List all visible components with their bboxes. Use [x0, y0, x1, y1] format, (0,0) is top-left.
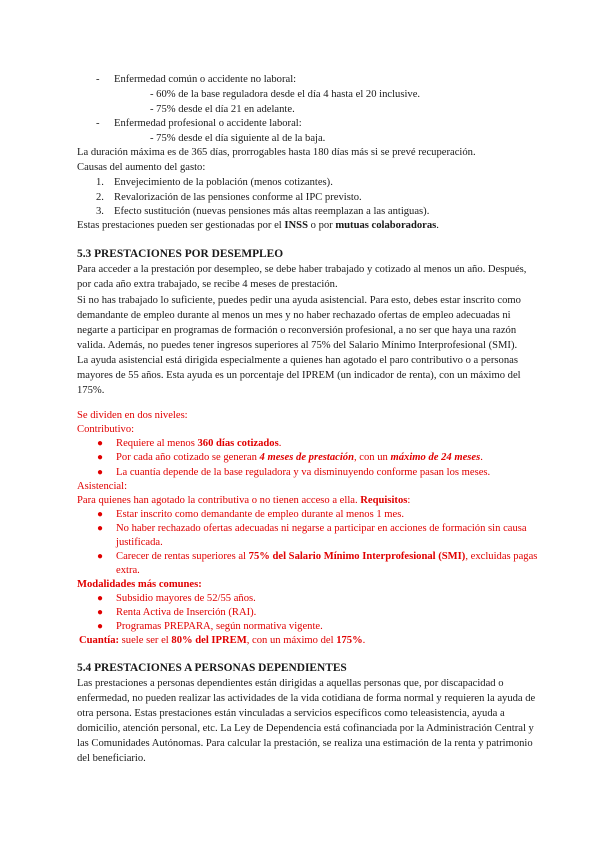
text-run-bold: 360 días cotizados [197, 438, 279, 449]
paragraph-line: 175%. [77, 385, 105, 396]
numbered-item: Revalorización de las pensiones conforme al IPC previsto. [114, 192, 362, 203]
text-run-bold: 175% [336, 635, 363, 646]
paragraph-line: domicilio, atención personal, etc. La Ley de Dependencia está cofinanciada por la Administración Central y [77, 723, 534, 734]
text-run-bold: 75% del Salario Mínimo Interprofesional (SMI) [248, 551, 466, 562]
list-subitem: - 60% de la base reguladora desde el día 4 hasta el 20 inclusive. [150, 89, 421, 100]
list-item [116, 451, 483, 465]
numbered-item: Efecto sustitución (nuevas pensiones más altas reemplazan a las antiguas). [114, 206, 430, 217]
list-item: La cuantía depende de la base reguladora y va disminuyendo conforme pasan los meses. [116, 467, 491, 478]
text-run-bold-italic: 4 meses de prestación [259, 452, 354, 463]
text-run: : [407, 495, 411, 506]
paragraph-line: Si no has trabajado lo suficiente, puedes pedir una ayuda asistencial. Para esto, debes estar inscrito como [77, 295, 521, 306]
list-item [116, 437, 281, 451]
text-run-bold: Cuantía: [79, 635, 120, 646]
paragraph-line: valida. Además, no puedes tener ingresos superiores al 75% del Salario Mínimo Interprofesional (SMI). [77, 340, 518, 351]
paragraph-line: Las prestaciones a personas dependientes están dirigidas a aquellas personas que, por discapacidad o [77, 678, 504, 689]
list-item: No haber rechazado ofertas adecuadas ni negarse a participar en acciones de formación sin causa [116, 523, 527, 534]
bullet-icon: ● [97, 621, 104, 632]
paragraph-line: enfermedad, no pueden realizar las actividades de la vida cotidiana de forma normal y requieren la ayuda de [77, 693, 536, 704]
text-run-bold: 80% del IPREM [171, 635, 247, 646]
bullet-icon: ● [97, 509, 104, 520]
list-item: Estar inscrito como demandante de empleo durante al menos 1 mes. [116, 509, 405, 520]
text-run-bold: INSS [284, 220, 308, 231]
text-run: Estas prestaciones pueden ser gestionadas por el [77, 220, 285, 231]
text-run: . [480, 452, 483, 463]
modalidades-title: Modalidades más comunes: [77, 579, 202, 590]
text-run-bold-italic: máximo de 24 meses [390, 452, 481, 463]
paragraph-line: otra persona. Estas prestaciones están vinculadas a servicios específicos como teleasistencia, ayuda a [77, 708, 505, 719]
list-item: Enfermedad común o accidente no laboral: [114, 74, 297, 85]
bullet-icon: ● [97, 438, 104, 449]
paragraph-line: del beneficiario. [77, 753, 146, 764]
list-dash: - [96, 74, 100, 85]
list-item: Renta Activa de Inserción (RAI). [116, 607, 257, 618]
bullet-icon: ● [97, 452, 104, 463]
contributivo-title: Contributivo: [77, 424, 135, 435]
text-run: Carecer de rentas superiores al [116, 551, 249, 562]
text-run: . [278, 438, 282, 449]
list-item: Programas PREPARA, según normativa vigente. [116, 621, 323, 632]
text-run: , con un máximo del [246, 635, 337, 646]
numbered-item: Envejecimiento de la población (menos cotizantes). [114, 177, 333, 188]
numbered-marker: 2. [96, 192, 104, 203]
text-run: . [362, 635, 366, 646]
paragraph-line: La ayuda asistencial está dirigida especialmente a quienes han agotado el paro contributivo o a personas [77, 355, 518, 366]
bullet-icon: ● [97, 607, 104, 618]
paragraph-line: Causas del aumento del gasto: [77, 162, 206, 173]
text-run-bold: mutuas colaboradoras [335, 220, 437, 231]
asistencial-title: Asistencial: [77, 481, 128, 492]
text-run: suele ser el [119, 635, 172, 646]
paragraph-line: las Comunidades Autónomas. Para calcular la prestación, se realiza una estimación de la renta y patrimonio [77, 738, 533, 749]
asistencial-intro [77, 494, 410, 508]
text-run: . [436, 220, 439, 231]
paragraph-line: negarte a participar en programas de formación o reconversión profesional, a no ser que haya una razón [77, 325, 517, 336]
bullet-icon: ● [97, 523, 104, 534]
text-run: o por [307, 220, 336, 231]
levels-intro: Se dividen en dos niveles: [77, 410, 188, 421]
list-item [116, 550, 537, 564]
paragraph-line [77, 219, 439, 233]
paragraph-line: mayores de 55 años. Esta ayuda es un porcentaje del IPREM (un indicador de renta), con un máximo del [77, 370, 521, 381]
paragraph-line: demandante de empleo durante al menos un mes y no haber rechazado ofertas de empleo adecuadas ni [77, 310, 511, 321]
list-subitem: - 75% desde el día siguiente al de la baja. [150, 133, 326, 144]
list-dash: - [96, 118, 100, 129]
paragraph-line: Para acceder a la prestación por desempleo, se debe haber trabajado y cotizado al menos un año. Después, [77, 264, 527, 275]
paragraph-line: por cada año extra trabajado, se recibe 4 meses de prestación. [77, 279, 338, 290]
list-subitem: - 75% desde el día 21 en adelante. [150, 104, 295, 115]
text-run: Requiere al menos [116, 438, 198, 449]
list-item-continuation: extra. [116, 565, 140, 576]
numbered-marker: 3. [96, 206, 104, 217]
numbered-marker: 1. [96, 177, 104, 188]
list-item: Enfermedad profesional o accidente laboral: [114, 118, 302, 129]
text-run-bold: Requisitos [360, 495, 408, 506]
paragraph-line: La duración máxima es de 365 días, prorrogables hasta 180 días más si se prevé recuperación. [77, 147, 476, 158]
bullet-icon: ● [97, 593, 104, 604]
text-run: , con un [354, 452, 391, 463]
text-run: Por cada año cotizado se generan [116, 452, 260, 463]
section-heading: 5.4 PRESTACIONES A PERSONAS DEPENDIENTES [77, 662, 347, 674]
bullet-icon: ● [97, 467, 104, 478]
cuantia-line [79, 634, 365, 648]
text-run: , excluidas pagas [465, 551, 538, 562]
list-item: Subsidio mayores de 52/55 años. [116, 593, 256, 604]
bullet-icon: ● [97, 551, 104, 562]
section-heading: 5.3 PRESTACIONES POR DESEMPLEO [77, 248, 284, 260]
list-item-continuation: justificada. [116, 537, 163, 548]
text-run: Para quienes han agotado la contributiva o no tienen acceso a ella. [77, 495, 361, 506]
